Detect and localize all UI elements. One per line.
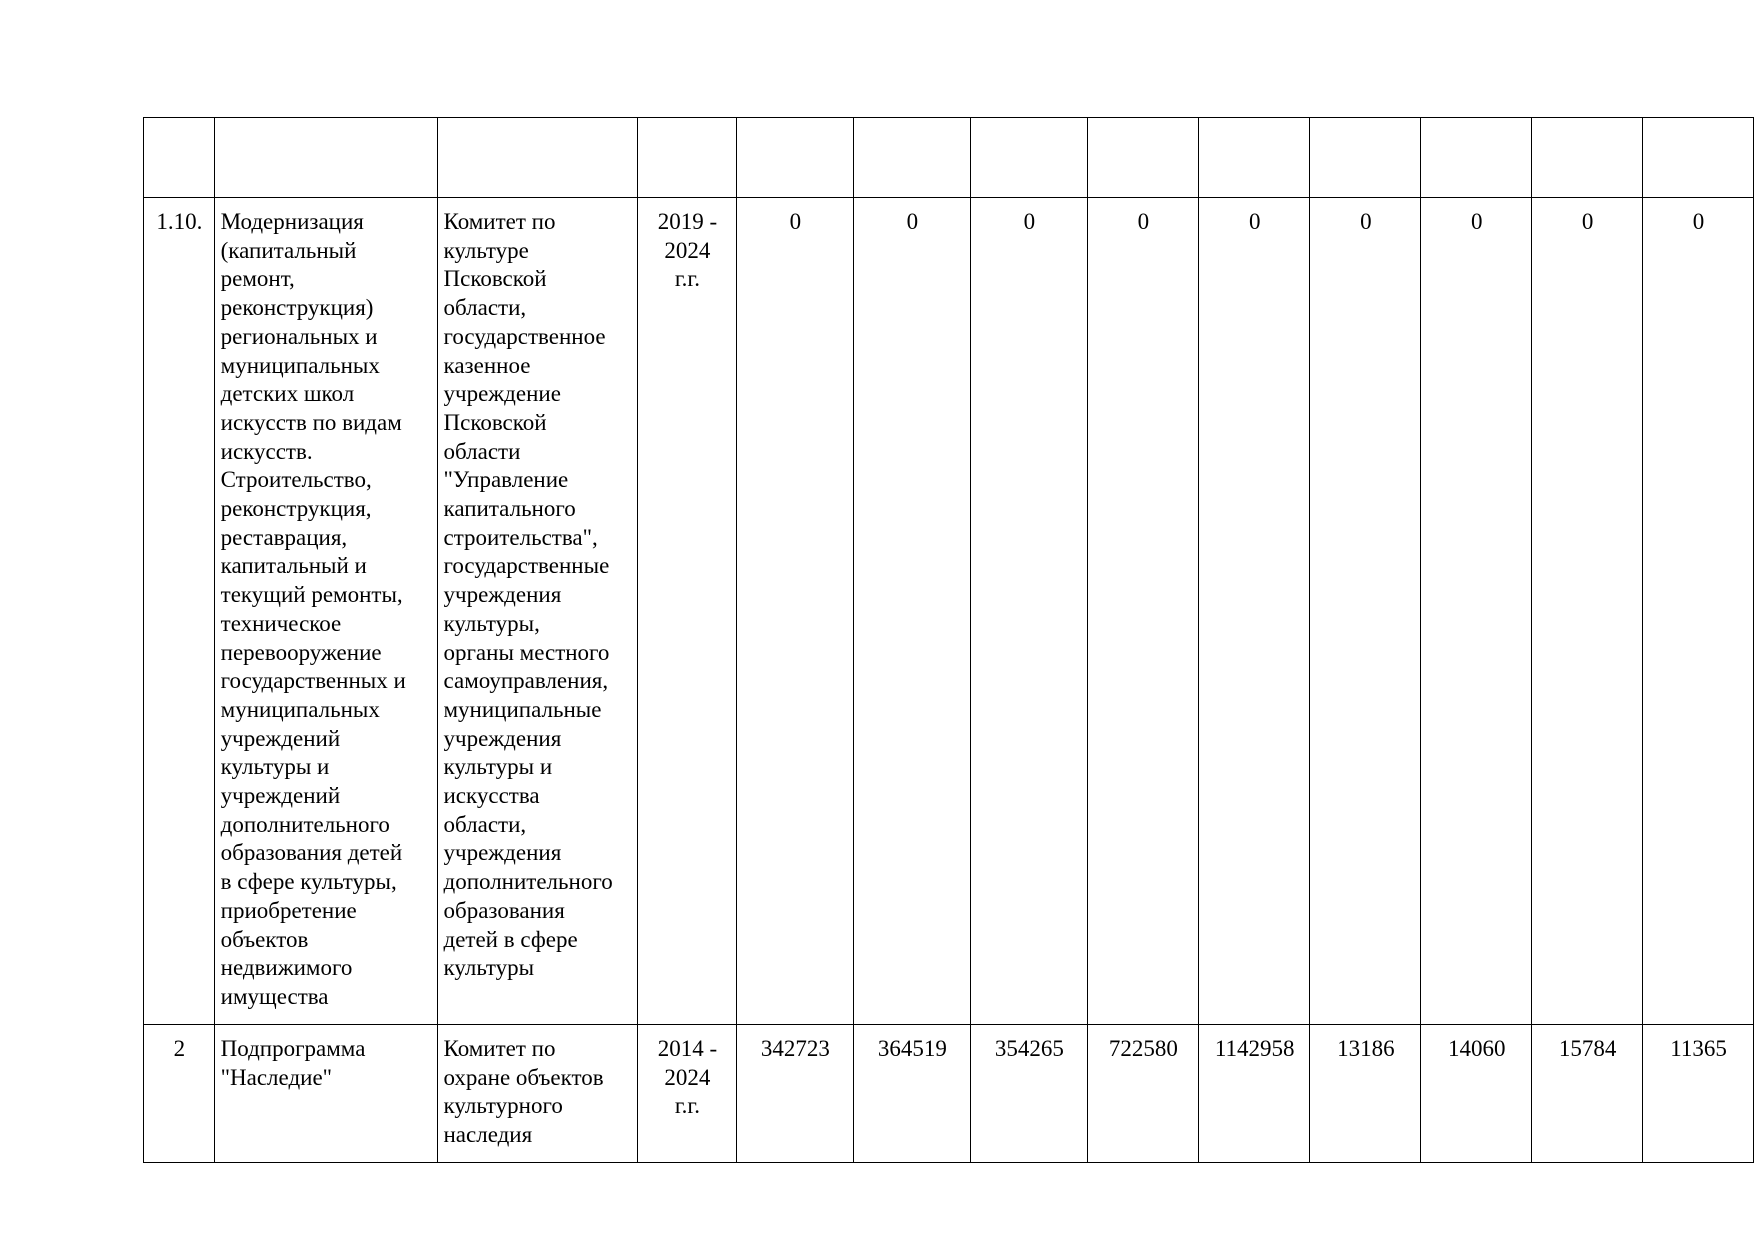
table-cell — [853, 118, 970, 198]
value-cell: 15784 — [1532, 1025, 1643, 1163]
value-cell: 0 — [1643, 198, 1754, 1025]
value-cell: 14060 — [1421, 1025, 1532, 1163]
value-cell: 354265 — [970, 1025, 1087, 1163]
row-number: 1.10. — [156, 209, 203, 234]
table-cell — [1310, 118, 1421, 198]
table-cell — [437, 118, 637, 198]
table-cell — [1643, 118, 1754, 198]
budget-table — [143, 117, 1754, 1163]
value-cell: 0 — [853, 198, 970, 1025]
row-number: 2 — [173, 1036, 186, 1061]
row-number-cell — [144, 198, 215, 1025]
value-cell: 0 — [970, 198, 1087, 1025]
executor-text: Комитет по культуре Псковской области, государственное казенное учреждение Псковской области "Управление капитального строительства", государственные учреждения культуры, органы местного самоуправления, муниципальные учреждения культуры и искусства области, учреждения дополнительного образования детей в сфере культуры — [443, 209, 613, 981]
value-cell: 0 — [736, 198, 853, 1025]
row-number-cell — [144, 1025, 215, 1163]
table-cell — [736, 118, 853, 198]
period-cell — [637, 1025, 736, 1163]
value-cell: 0 — [1421, 198, 1532, 1025]
activity-name: Подпрограмма "Наследие" — [220, 1036, 366, 1090]
executor-text: Комитет по охране объектов культурного наследия — [443, 1036, 604, 1148]
period-cell — [637, 198, 736, 1025]
executor-cell — [437, 1025, 637, 1163]
executor-cell — [437, 198, 637, 1025]
value-cell: 11365 — [1643, 1025, 1754, 1163]
value-cell: 722580 — [1087, 1025, 1198, 1163]
value-cell: 0 — [1087, 198, 1198, 1025]
value-cell: 0 — [1199, 198, 1310, 1025]
table-cell — [1421, 118, 1532, 198]
value-cell: 364519 — [853, 1025, 970, 1163]
value-cell: 0 — [1310, 198, 1421, 1025]
table-cell — [1087, 118, 1198, 198]
table-row — [144, 198, 1754, 1025]
period-text: 2019 - 2024 г.г. — [657, 209, 718, 292]
table-cell — [970, 118, 1087, 198]
table-cell — [144, 118, 215, 198]
table-cell — [1532, 118, 1643, 198]
activity-name-cell — [214, 198, 437, 1025]
period-text: 2014 - 2024 г.г. — [657, 1036, 718, 1119]
activity-name: Модернизация (капитальный ремонт, реконструкция) региональных и муниципальных детских школ искусств по видам искусств. Строительство, реконструкция, реставрация, капитальный и текущий ремонты, техническое перевооружение государственных и муниципальных учреждений культуры и учреждений дополнительного образования детей в сфере культуры, приобретение объектов недвижимого имущества — [220, 209, 406, 1009]
table-cell — [214, 118, 437, 198]
activity-name-cell — [214, 1025, 437, 1163]
value-cell: 0 — [1532, 198, 1643, 1025]
value-cell: 342723 — [736, 1025, 853, 1163]
value-cell: 1142958 — [1199, 1025, 1310, 1163]
table-header-empty-row — [144, 118, 1754, 198]
table-cell — [1199, 118, 1310, 198]
table-cell — [637, 118, 736, 198]
table-row — [144, 1025, 1754, 1163]
value-cell: 13186 — [1310, 1025, 1421, 1163]
